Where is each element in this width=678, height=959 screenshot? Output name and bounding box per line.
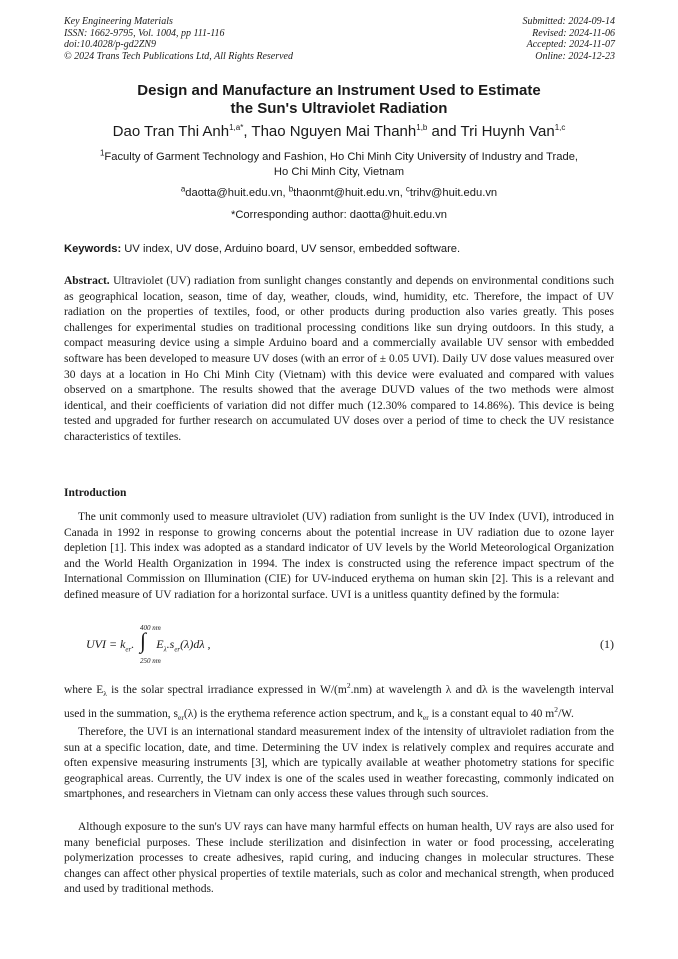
intro-paragraph-2 [64, 678, 614, 725]
p2-sub: er [178, 712, 184, 722]
email-c-marker: c [405, 184, 410, 194]
intro-paragraph-3: Therefore, the UVI is an international standard measurement index of the intensity of ultraviolet radiation from the sun at a specific location, date, and time. Determining the UV index is relatively complex and requires accurate and often expensive measuring instruments [3], which are typically available at weather photometry stations for specific geographical areas. Currently, the UV index is one of the scales used in weather forecasting, commonly indicated on smartphones, and researchers in Vietnam can only access these values through such sources. [64, 726, 614, 801]
p2-sub: er [422, 712, 429, 722]
equation-e: E [156, 637, 164, 651]
journal-name: Key Engineering Materials [64, 16, 173, 27]
section-heading-introduction: Introduction [64, 487, 127, 499]
author-separator: , [243, 123, 252, 140]
title-line-1: Design and Manufacture an Instrument Used to Estimate [137, 82, 541, 99]
author-3-affil: 1,c [554, 123, 566, 132]
equation-k-sub: er [125, 645, 132, 654]
author-list [64, 123, 614, 141]
affiliation-number: 1 [99, 148, 105, 158]
author-1-affil: 1,a* [229, 123, 244, 132]
equation-uvi [64, 622, 614, 668]
email-b[interactable]: thaonmt@huit.edu.vn, [293, 187, 406, 199]
author-separator: and [427, 123, 461, 140]
email-a-marker: a [180, 184, 186, 194]
keywords [64, 242, 614, 256]
abstract [64, 274, 614, 446]
author-2: Thao Nguyen Mai Thanh [251, 123, 417, 140]
date-online: Online: 2024-12-23 [535, 50, 615, 62]
equation-number: (1) [600, 637, 614, 651]
date-revised: Revised: 2024-11-06 [532, 27, 615, 39]
author-2-affil: 1,b [416, 123, 428, 132]
equation-rest: (λ)dλ , [180, 637, 211, 651]
equation-s-sub: er [174, 645, 181, 654]
journal-doi: doi:10.4028/p-gd2ZN9 [64, 39, 156, 50]
integral-lower-limit: 250 nm [140, 657, 161, 665]
abstract-label: Abstract. [64, 275, 110, 287]
equation-e-sub: λ [163, 645, 167, 654]
intro-paragraph-4: Although exposure to the sun's UV rays can have many harmful effects on human health, UV rays are also used for many beneficial purposes. These include sterilization and disinfection in water or food processing, accelerating polymerization processes to create adhesives, rapid curing, and inducing changes in molecular structures. These changes can affect other physical properties of textile materials, such as color and mechanical strength, when produced and used by traditional methods. [64, 821, 614, 896]
author-emails [64, 186, 614, 200]
equation-dot: . [131, 637, 135, 651]
email-a[interactable]: daotta@huit.edu.vn, [185, 187, 289, 199]
author-3: Tri Huynh Van [460, 123, 555, 140]
author-1: Dao Tran Thi Anh [112, 123, 230, 140]
p2-part: where E [64, 683, 104, 696]
paper-title [64, 82, 614, 118]
integral-sign: ∫ [140, 628, 147, 653]
equation-body [86, 637, 211, 653]
publication-dates [523, 16, 616, 62]
keywords-label: Keywords: [64, 243, 122, 255]
affiliation [64, 150, 614, 180]
date-accepted: Accepted: 2024-11-07 [526, 39, 615, 50]
p2-sub: λ [103, 689, 107, 699]
equation-lhs: UVI = k [86, 637, 126, 651]
email-b-marker: b [288, 184, 294, 194]
abstract-text: Ultraviolet (UV) radiation from sunlight changes constantly and depends on environmental conditions such as geographical location, season, time of day, weather, clouds, wind, humidity, etc. Therefore, the impact of UV radiation on the properties of textiles, food, or other products during production also varies greatly. This poses challenges for experimental studies on traditional processing conditions like sun drying outdoors. In this study, a compact measuring device using a simple Arduino board and a commercially available UV sensor with embedded software has been developed to measure UV doses (with an error of ± 0.05 UVI). Daily UV dose values measured over 30 days at a location in Ho Chi Minh City (Vietnam) with this device were evaluated and compared with values observed on a smartphone. The results showed that the average DUVD values of the two methods were almost identical, and their coefficients of variation did not differ much (12.30% compared to 14.86%). This device is being tested and upgraded for further research on accumulated UV doses over a period of time to check the UV resistance characteristics of textiles. [64, 275, 614, 443]
equation-s: .s [166, 637, 175, 651]
affiliation-line-2: Ho Chi Minh City, Vietnam [273, 166, 405, 178]
journal-copyright: © 2024 Trans Tech Publications Ltd, All Rights Reserved [64, 50, 293, 62]
p2-sup: 2 [346, 681, 351, 690]
p2-part: (λ) is the erythema reference action spectrum, and k [183, 707, 423, 720]
journal-issn: ISSN: 1662-9795, Vol. 1004, pp 111-116 [64, 27, 225, 39]
corresponding-author: *Corresponding author: daotta@huit.edu.vn [231, 209, 447, 221]
journal-meta [64, 16, 293, 62]
date-submitted: Submitted: 2024-09-14 [522, 16, 615, 27]
p2-part: is the solar spectral irradiance expressed in W/(m [106, 683, 347, 696]
title-line-2: the Sun's Ultraviolet Radiation [230, 100, 448, 117]
p2-sup: 2 [554, 704, 558, 714]
intro-paragraph-1: The unit commonly used to measure ultraviolet (UV) radiation from sunlight is the UV Index (UVI), introduced in Canada in 1992 in response to growing concerns about the potential increase in UV radiation due to ozone layer depletion [1]. This index was adopted as a standard indicator of UV levels by the World Meteorological Organization and the World Health Organization in 1994. The index is constructed using the reference impact spectrum of the International Commission on Illumination (CIE) for UV-induced erythema on human skin [2]. This is a relevant and defined measure of UV radiation for a horizontal surface. UVI is a unitless quantity defined by the formula: [64, 511, 614, 601]
p2-part: /W. [557, 707, 574, 720]
affiliation-line-1: Faculty of Garment Technology and Fashion, Ho Chi Minh City University of Industry and Trade, [104, 151, 579, 163]
p2-part: is a constant equal to 40 m [428, 707, 555, 720]
integral-upper-limit: 400 nm [140, 624, 161, 632]
keywords-text: UV index, UV dose, Arduino board, UV sensor, embedded software. [121, 243, 461, 255]
p2-part: .nm) at wavelength λ and dλ is the wavelength interval used in the summation, s [64, 683, 614, 720]
email-c[interactable]: trihv@huit.edu.vn [409, 187, 498, 199]
